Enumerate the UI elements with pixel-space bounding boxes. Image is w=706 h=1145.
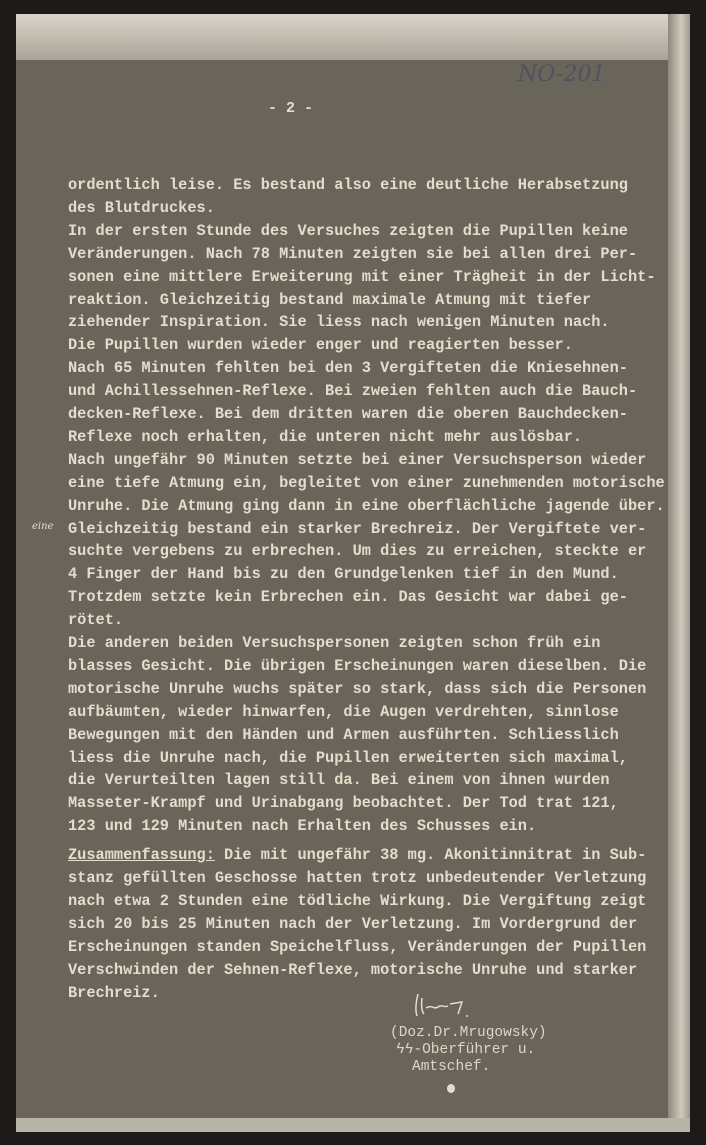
text-line: des Blutdruckes. <box>68 198 215 217</box>
summary-line: sich 20 bis 25 Minuten nach der Verletzung. Im Vordergrund der <box>68 914 638 933</box>
text-line: ziehender Inspiration. Sie liess nach wenigen Minuten nach. <box>68 313 610 332</box>
summary-line: Erscheinungen standen Speichelfluss, Veränderungen der Pupillen <box>68 937 647 956</box>
text-line: sonen eine mittlere Erweiterung mit einer Trägheit in der Licht- <box>68 267 656 286</box>
text-line: Die anderen beiden Versuchspersonen zeigten schon früh ein <box>68 634 601 652</box>
text-line: die Verurteilten lagen still da. Bei einem von ihnen wurden <box>68 771 610 790</box>
text-line: In der ersten Stunde des Versuches zeigten die Pupillen keine <box>68 221 628 240</box>
signature-title: Amtschef. <box>412 1059 491 1075</box>
page-right-edge <box>668 14 690 1132</box>
summary-line: nach etwa 2 Stunden eine tödliche Wirkung. Die Vergiftung zeigt <box>68 891 647 910</box>
text-line: liess die Unruhe nach, die Pupillen erweiterten sich maximal, <box>68 748 628 767</box>
signature-rank: ϟϟ-Oberführer u. <box>396 1042 536 1058</box>
text-line: Trotzdem setzte kein Erbrechen ein. Das Gesicht war dabei ge- <box>68 588 628 607</box>
summary-text: Die mit ungefähr 38 mg. Akonitinnitrat in Sub- <box>214 846 647 864</box>
text-line: Masseter-Krampf und Urinabgang beobachtet. Der Tod trat 121, <box>68 794 619 813</box>
signature-name: (Doz.Dr.Mrugowsky) <box>390 1025 547 1041</box>
text-line: blasses Gesicht. Die übrigen Erscheinungen waren dieselben. Die <box>68 656 647 675</box>
text-line: decken-Reflexe. Bei dem dritten waren die oberen Bauchdecken- <box>68 405 628 423</box>
text-line: Die Pupillen wurden wieder enger und reagierten besser. <box>68 336 573 355</box>
document-number: NO-201 <box>518 62 606 87</box>
summary-heading: Zusammenfassung: <box>68 846 215 864</box>
text-line: Veränderungen. Nach 78 Minuten zeigten sie bei allen drei Per- <box>68 244 638 263</box>
text-line: 123 und 129 Minuten nach Erhalten des Schusses ein. <box>68 817 537 836</box>
handwritten-signature <box>410 990 480 1020</box>
text-line: Reflexe noch erhalten, die unteren nicht mehr auslösbar. <box>68 427 583 446</box>
text-line: eine tiefe Atmung ein, begleitet von einer zunehmenden motorische <box>68 473 665 492</box>
page-top-edge <box>16 14 690 60</box>
handwritten-insert: eine <box>32 521 54 532</box>
text-line: Nach ungefähr 90 Minuten setzte bei einer Versuchsperson wieder <box>68 450 647 469</box>
summary-line: Brechreiz. <box>68 983 160 1002</box>
page-number: - 2 - <box>268 100 314 117</box>
text-line: 4 Finger der Hand bis zu den Grundgelenken tief in den Mund. <box>68 565 619 584</box>
summary-line: stanz gefüllten Geschosse hatten trotz unbedeutender Verletzung <box>68 869 647 887</box>
text-line: ordentlich leise. Es bestand also eine deutliche Herabsetzung <box>68 176 628 194</box>
text-line: Gleichzeitig bestand ein starker Brechreiz. Der Vergiftete ver- <box>68 519 647 538</box>
text-line: motorische Unruhe wuchs später so stark, dass sich die Personen <box>68 679 647 698</box>
text-line: Nach 65 Minuten fehlten bei den 3 Vergifteten die Kniesehnen- <box>68 359 628 378</box>
text-line: rötet. <box>68 611 124 630</box>
summary-line: Verschwinden der Sehnen-Reflexe, motorische Unruhe und starker <box>68 960 638 979</box>
summary-first-line <box>68 846 646 864</box>
text-line: und Achillessehnen-Reflexe. Bei zweien fehlten auch die Bauch- <box>68 382 638 401</box>
text-line: reaktion. Gleichzeitig bestand maximale Atmung mit tiefer <box>68 290 592 309</box>
text-line: Bewegungen mit den Händen und Armen ausführten. Schliesslich <box>68 725 619 744</box>
text-line: Unruhe. Die Atmung ging dann in eine oberflächliche jagende über. <box>68 496 665 515</box>
text-line: aufbäumten, wieder hinwarfen, die Augen verdrehten, sinnlose <box>68 702 619 721</box>
text-line: suchte vergebens zu erbrechen. Um dies zu erreichen, steckte er <box>68 542 647 561</box>
punch-mark <box>447 1084 455 1093</box>
page-bottom-edge <box>16 1118 690 1132</box>
